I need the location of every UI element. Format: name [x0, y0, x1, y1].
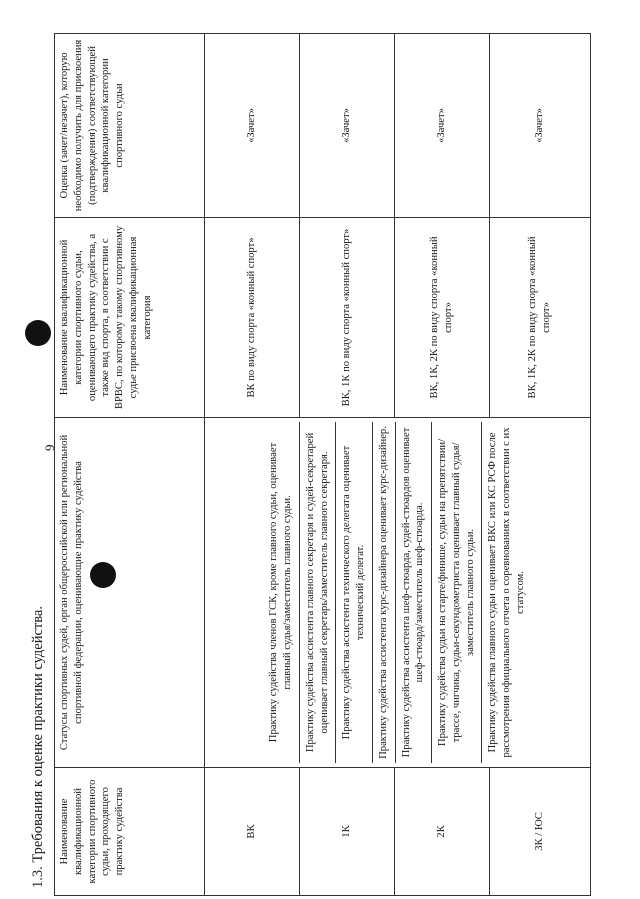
- row-grade: «Зачет»: [395, 34, 490, 218]
- row-assessor: ВК, 1К по виду спорта «конный спорт»: [300, 218, 395, 418]
- row-grade: «Зачет»: [490, 34, 591, 218]
- duty-item: Практику судейства ассистента технического делегата оценивает технический делегат.: [336, 422, 373, 763]
- rotated-page: [30, 34, 590, 896]
- row-assessor: ВК, 1К, 2К по виду спорта «конный спорт»: [490, 218, 591, 418]
- duty-item: Практику судейства судьи на старте/финише, судьи на препятствии/трассе, чигчика, судьи-секундометриста оценивает главный судья/заместитель главного судьи.: [432, 422, 482, 763]
- table-row: [205, 34, 300, 896]
- duty-item: Практику судейства ассистента курс-дизайнера оценивает курс-дизайнер.: [373, 422, 396, 763]
- header-statuses: Статусы спортивных судей, орган общероссийской или региональной спортивной федерации, оценивающие практику судейства: [55, 418, 205, 768]
- row-category: 2К: [395, 768, 490, 896]
- page-number: 9: [42, 444, 57, 451]
- duty-item: Практику судейства членов ГСК, кроме главного судьи, оценивает главный судья/заместитель главного судьи.: [263, 422, 300, 763]
- duty-item: Практику судейства главного судьи оценивает ВКС или КС РСФ после рассмотрения официального отчета о соревнованиях в соответствии с их статусом.: [487, 427, 526, 758]
- duty-item: Практику судейства ассистента главного секретаря и судей-секретарей оценивает главный секретарь/заместитель главного секретаря.: [300, 422, 337, 763]
- duties-cell: [205, 418, 591, 768]
- header-grade: Оценка (зачет/незачет), которую необходимо получить для присвоения (подтверждения) соответствующей квалификационной категории спортивного судьи: [55, 34, 205, 218]
- row-category: 3К / ЮС: [490, 768, 591, 896]
- row-category: ВК: [205, 768, 300, 896]
- row-category: 1К: [300, 768, 395, 896]
- table-header-row: [55, 34, 205, 896]
- header-category: Наименование квалификационной категории спортивного судьи, проходящего практику судейства: [55, 768, 205, 896]
- requirements-table: [54, 33, 591, 896]
- header-assessor: Наименование квалификационной категории спортивного судьи, оценивающего практику судейства, а также вид спорта, в соответствии с ВРВС, по которому такому спортивному судье присвоена квалификационная категория: [55, 218, 205, 418]
- row-assessor: ВК по виду спорта «конный спорт»: [205, 218, 300, 418]
- section-heading: 1.3. Требования к оценке практики судейства.: [30, 606, 46, 888]
- duty-item: Практику судейства ассистента шеф-стюарда, судей-стюардов оценивает шеф-стюард/заместитель шеф-стюарда.: [396, 422, 433, 763]
- row-grade: «Зачет»: [205, 34, 300, 218]
- row-grade: «Зачет»: [300, 34, 395, 218]
- row-assessor: ВК, 1К, 2К по виду спорта «конный спорт»: [395, 218, 490, 418]
